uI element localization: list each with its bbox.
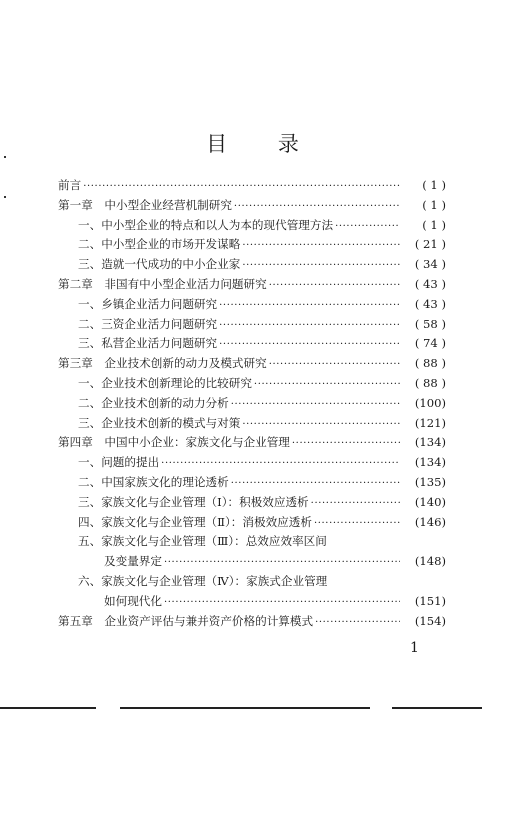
dot-leader (231, 394, 400, 414)
toc-entry (58, 513, 446, 533)
edge-mark (4, 156, 6, 158)
toc-entry-page: (100) (414, 395, 446, 410)
page-number: 1 (410, 640, 419, 656)
toc-entry-page: (135) (414, 474, 446, 489)
toc-entry-label: 三、企业技术创新的模式与对策 (78, 415, 241, 430)
toc-entry-page: ( 1 ) (422, 197, 446, 212)
toc-entry-label: 前言 (58, 178, 82, 192)
toc-entry-page: (154) (414, 613, 446, 628)
bottom-rule-center (120, 707, 370, 709)
dot-leader (254, 374, 400, 394)
dot-leader (234, 196, 400, 216)
toc-entry (58, 592, 446, 612)
toc-entry (58, 334, 446, 354)
toc-entry (58, 394, 446, 414)
toc-entry-label: 一、问题的提出 (78, 455, 160, 470)
toc-entry (58, 453, 446, 473)
toc-title: 目 录 (206, 132, 321, 156)
toc-entry-label: 二、企业技术创新的动力分析 (78, 395, 229, 410)
toc-entry (58, 255, 446, 275)
toc-entry (58, 473, 446, 493)
toc-entry-page: ( 43 ) (414, 276, 446, 291)
toc-entry-label: 四、家族文化与企业管理（Ⅱ）：消极效应透析 (78, 514, 312, 529)
toc-entry (58, 295, 446, 315)
dot-leader (164, 592, 400, 612)
toc-entry-page: ( 74 ) (414, 336, 446, 351)
toc-entry-label: 五、家族文化与企业管理（Ⅲ）：总效应效率区间 (78, 534, 327, 549)
toc-entry-page: ( 1 ) (422, 217, 446, 232)
edge-mark (4, 196, 6, 198)
dot-leader (269, 275, 400, 295)
toc-entry-page: ( 43 ) (414, 296, 446, 311)
toc-entry-page: (151) (414, 593, 446, 608)
toc-entry (58, 532, 446, 552)
toc-entry (58, 612, 446, 632)
dot-leader (335, 216, 400, 236)
toc-entry-label: 第二章 非国有中小型企业活力问题研究 (58, 276, 267, 291)
toc-entry-label: 一、企业技术创新理论的比较研究 (78, 375, 252, 390)
toc-entry (58, 176, 446, 196)
dot-leader (231, 473, 400, 493)
toc-entry-page: ( 1 ) (422, 178, 446, 192)
dot-leader (164, 552, 400, 572)
toc-entry-page: (148) (414, 554, 446, 569)
toc-entry-page: ( 88 ) (414, 375, 446, 390)
toc-entry-page: (134) (414, 435, 446, 450)
toc-entry-page: ( 34 ) (414, 257, 446, 272)
toc-entry-label: 一、中小型企业的特点和以人为本的现代管理方法 (78, 217, 334, 232)
toc-entry-page: (121) (414, 415, 446, 430)
toc-entry-page: (146) (414, 514, 446, 529)
dot-leader (83, 176, 400, 196)
toc-entry (58, 235, 446, 255)
toc-entry-label: 第三章 企业技术创新的动力及模式研究 (58, 356, 267, 371)
toc-entry (58, 216, 446, 236)
toc-entry (58, 433, 446, 453)
toc-entry-label: 及变量界定 (104, 554, 162, 569)
toc-entry-label: 如何现代化 (104, 593, 162, 608)
toc-entry-page: ( 58 ) (414, 316, 446, 331)
toc-entry (58, 374, 446, 394)
toc-entry (58, 196, 446, 216)
bottom-rule-left (0, 707, 96, 709)
toc-entry (58, 414, 446, 434)
toc-entry-page: (134) (414, 455, 446, 470)
toc-entry-label: 二、中小型企业的市场开发谋略 (78, 237, 241, 252)
toc-entry-page: ( 21 ) (414, 237, 446, 252)
toc-entry-label: 三、家族文化与企业管理（Ⅰ）：积极效应透析 (78, 494, 309, 509)
toc-entry-label: 二、中国家族文化的理论透析 (78, 474, 229, 489)
dot-leader (242, 414, 400, 434)
toc-entry (58, 315, 446, 335)
dot-leader (219, 315, 400, 335)
toc-entry (58, 552, 446, 572)
toc-entry (58, 354, 446, 374)
dot-leader (242, 255, 400, 275)
dot-leader (292, 433, 400, 453)
dot-leader (311, 493, 400, 513)
toc-entry-label: 二、三资企业活力问题研究 (78, 316, 218, 331)
toc-entry (58, 493, 446, 513)
dot-leader (219, 334, 400, 354)
dot-leader (315, 612, 400, 632)
dot-leader (161, 453, 400, 473)
toc-entry-page: ( 88 ) (414, 356, 446, 371)
toc-entry (58, 275, 446, 295)
toc-entry (58, 572, 446, 592)
dot-leader (242, 235, 400, 255)
toc-entry-label: 第五章 企业资产评估与兼并资产价格的计算模式 (58, 613, 314, 628)
toc-entry-label: 三、造就一代成功的中小企业家 (78, 257, 241, 272)
dot-leader (269, 354, 400, 374)
toc-entry-label: 第四章 中国中小企业：家族文化与企业管理 (58, 435, 290, 450)
toc-entry-label: 六、家族文化与企业管理（Ⅳ）：家族式企业管理 (78, 573, 328, 588)
bottom-rule-right (392, 707, 482, 709)
toc-entry-label: 一、乡镇企业活力问题研究 (78, 296, 218, 311)
toc-entry-label: 三、私营企业活力问题研究 (78, 336, 218, 351)
dot-leader (314, 513, 400, 533)
toc-entry-page: (140) (414, 494, 446, 509)
dot-leader (219, 295, 400, 315)
toc-entry-label: 第一章 中小型企业经营机制研究 (58, 197, 232, 212)
table-of-contents (58, 176, 446, 631)
